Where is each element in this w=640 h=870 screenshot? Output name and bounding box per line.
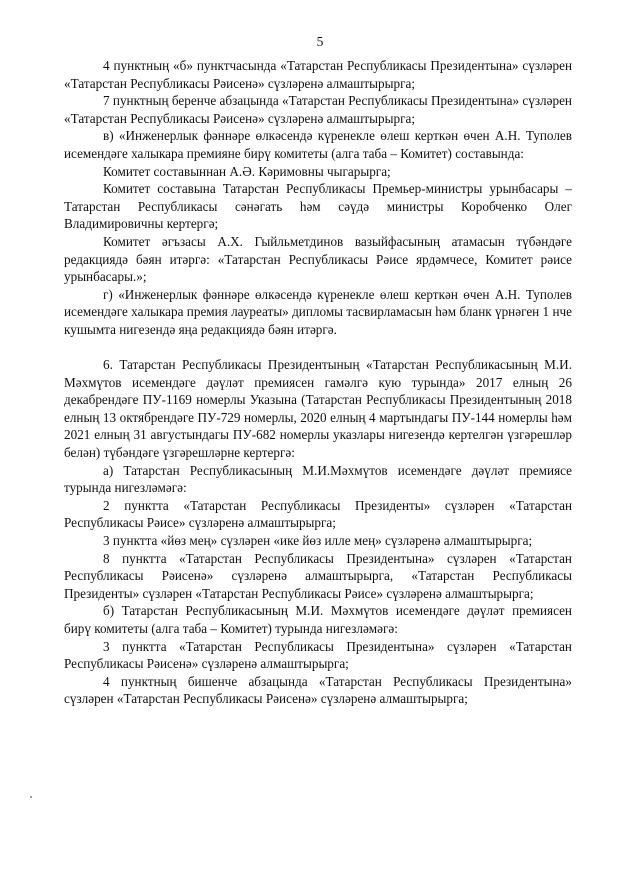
paragraph: 3 пунктта «Татарстан Республикасы Президентына» сүзләрен «Татарстан Республикасы Рәисенә» сүзләренә алмаштырырга; <box>64 638 572 672</box>
scan-mark <box>30 796 32 798</box>
paragraph: Комитет әгъзасы А.Х. Гыйльметдинов вазыйфасының атамасын түбәндәге редакциядә бәян итәргә: «Татарстан Республикасы Рәисе ярдәмчесе, Комитет рәисе урынбасары.»; <box>64 233 572 285</box>
page-number: 5 <box>316 34 324 49</box>
paragraph: Комитет составына Татарстан Республикасы Премьер-министры урынбасары – Татарстан Республикасы сәнәгать һәм сәүдә министры Коробченко Олег Владимировичны кертергә; <box>64 181 572 232</box>
paragraph: 3 пунктта «йөз мең» сүзләрен «ике йөз илле мең» сүзләренә алмаштырырга; <box>103 533 533 549</box>
paragraph-section-6: 6. Татарстан Республикасы Президентының «Татарстан Республикасының М.И. Мәхмүтов исемендәге дәүләт премиясен гамәлгә кую турында» 2017 елның 26 декабрендәге ПУ-1169 номерлы Указына (Татарстан Республикасы Президентының 2018 елның 13 октябрендәге ПУ-729 номерлы, 2020 елның 4 мартындагы ПУ-144 номерлы һәм 2021 елның 31 августындагы ПУ-682 номерлы указлары нигезендә кертелгән үзгәрешләр белән) түбәндәге үзгәрешләрне кертергә: <box>64 357 572 461</box>
paragraph: г) «Инженерлык фәннәре өлкәсендә күренекле өлеш керткән өчен А.Н. Туполев исемендәге халыкара премия лауреаты» дипломы тасвирламасын һәм бланк үрнәген 1 нче кушымта нигезендә яңа редакциядә бәян итәргә. <box>64 286 572 337</box>
paragraph: а) Татарстан Республикасының М.И.Мәхмүтов исемендәге дәүләт премиясе турында нигезләмәгә: <box>64 462 572 496</box>
paragraph: Комитет составыннан А.Ә. Кәримовны чыгарырга; <box>103 163 391 179</box>
paragraph: 4 пунктның «б» пунктчасында «Татарстан Республикасы Президентына» сүзләрен «Татарстан Республикасы Рәисенә» сүзләренә алмаштырырга; <box>64 58 572 91</box>
paragraph: б) Татарстан Республикасының М.И. Мәхмүтов исемендәге дәүләт премиясен бирү комитеты (алга таба – Комитет) турында нигезләмәгә: <box>64 603 572 636</box>
document-body <box>64 57 572 708</box>
paragraph: 2 пунктта «Татарстан Республикасы Президенты» сүзләрен «Татарстан Республикасы Рәисе» сүзләренә алмаштырырга; <box>64 497 572 531</box>
paragraph: 8 пунктта «Татарстан Республикасы Президентына» сүзләрен «Татарстан Республикасы Рәисенә» сүзләренә алмаштырырга, «Татарстан Республикасы Президенты» сүзләрен «Татарстан Республикасы Рәисе» сүзләренә алмаштырырга; <box>64 550 572 601</box>
paragraph: в) «Инженерлык фәннәре өлкәсендә күренекле өлеш керткән өчен А.Н. Туполев исемендәге халыкара премияне бирү комитеты (алга таба – Комитет) составында: <box>64 128 572 161</box>
paragraph: 7 пунктның беренче абзацында «Татарстан Республикасы Президентына» сүзләрен «Татарстан Республикасы Рәисенә» сүзләренә алмаштырырга; <box>64 93 572 126</box>
paragraph: 4 пунктның бишенче абзацында «Татарстан Республикасы Президентына» сүзләрен «Татарстан Республикасы Рәисенә» сүзләренә алмаштырырга; <box>64 673 572 707</box>
